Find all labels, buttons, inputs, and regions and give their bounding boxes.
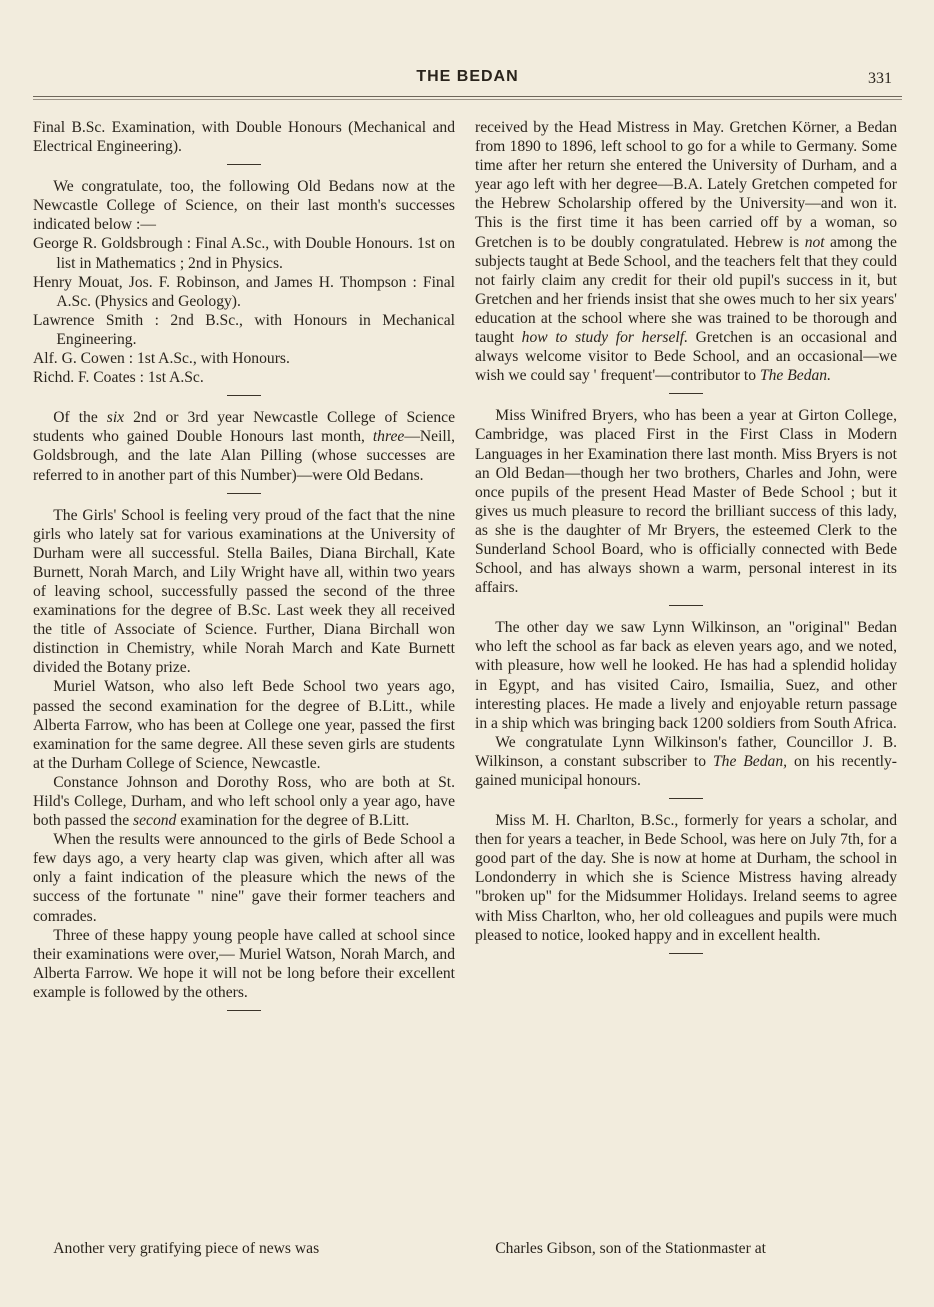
text-run: 2nd or 3rd year Newcastle College of Science students who gained Double Honours last month, [33, 409, 455, 446]
paragraph-councillor-wilkinson [475, 733, 897, 790]
right-column [475, 118, 897, 1268]
section-separator [227, 493, 261, 494]
text-run: —Neill, Goldsbrough, and the late Alan Pilling (whose successes are referred to in another part of this Number)—were Old Bedans. [33, 428, 455, 484]
page-number: 331 [868, 70, 892, 87]
emphasis-not: not [804, 233, 825, 251]
paragraph-st-hilds [33, 773, 455, 830]
text-run: among the subjects taught at Bede School, and the teachers felt that they could not fairly claim any credit for their old pupil's success in it, but Gretchen and her friends insist that she owes much to her six years' education at the school where she was trained to be thorough and taught [475, 233, 897, 347]
paragraph-winifred-bryers: Miss Winifred Bryers, who has been a year at Girton College, Cambridge, was placed First in the First Class in Modern Languages in her Examination there last month. Miss Bryers is not an Old Bedan—though her two brothers, Charles and John, were once pupils of the present Head Master of Bede School ; but it gives us much pleasure to record the brilliant success of this lady, as she is the daughter of Mr Bryers, the esteemed Clerk to the Sunderland School Board, who is officially connected with Bede School, and has always shown a warm, personal interest in its affairs. [475, 407, 897, 597]
paragraph-gretchen-korner [475, 118, 897, 385]
section-separator [669, 605, 703, 606]
paragraph-results-announced: When the results were announced to the girls of Bede School a few days ago, a very hearty clap was given, which after all was only a faint indication of the pleasure which the news of the success of the fortunate " nine" gave their former teachers and comrades. [33, 831, 455, 925]
paragraph-girls-school: The Girls' School is feeling very proud of the fact that the nine girls who lately sat for various examinations at the University of Durham were all successful. Stella Bailes, Diana Birchall, Kate Burnett, Norah March, and Lily Wright have all, within two years of leaving school, successfully passed the second of the three examinations for the degree of B.Sc. Last week they all received the title of Associate of Science. Further, Diana Birchall won distinction in Chemistry, while Norah March and Kate Burnett divided the Botany prize. [33, 506, 455, 677]
paragraph-happy-young-people: Three of these happy young people have called at school since their examinations were over,— Muriel Watson, Norah March, and Alberta Farrow. We hope it will not be long before their excellent example is followed by the others. [33, 926, 455, 1001]
running-head [33, 62, 902, 94]
paragraph-muriel-watson: Muriel Watson, who also left Bede School two years ago, passed the second examination for the degree of B.Litt., while Alberta Farrow, who has been at College one year, passed the first examination for the same degree. All these seven girls are students at the Durham College of Science, Newcastle. [33, 678, 455, 772]
text-run: Constance Johnson and Dorothy Ross, who are both at St. Hild's College, Durham, and who left school only a year ago, have both passed the [33, 773, 455, 830]
paragraph-congratulate-old-bedans: We congratulate, too, the following Old Bedans now at the Newcastle College of Science, on their last month's successes indicated below :— [33, 178, 455, 234]
section-separator [669, 393, 703, 394]
section-separator [669, 953, 703, 954]
list-item: Alf. G. Cowen : 1st A.Sc., with Honours. [33, 350, 290, 368]
text-run: We congratulate Lynn Wilkinson's father, Councillor J. B. Wilkinson, a constant subscriber to [475, 733, 897, 770]
paragraph-engineering-honours: Final B.Sc. Examination, with Double Honours (Mechanical and Electrical Engineering). [33, 119, 455, 156]
list-item: Richd. F. Coates : 1st A.Sc. [33, 369, 204, 387]
list-item: Lawrence Smith : 2nd B.Sc., with Honours in Mechanical Engineering. [33, 311, 455, 348]
text-run: Gretchen is an occasional and always welcome visitor to Bede School, and an occasional—we wish we could say ' frequent'—contributor to [475, 329, 897, 385]
emphasis-study: how to study for herself. [521, 329, 688, 347]
section-separator [227, 164, 261, 165]
emphasis-the-bedan: The Bedan, [712, 752, 788, 770]
emphasis-six: six [106, 409, 125, 427]
text-run: on his recently-gained municipal honours. [475, 752, 897, 789]
text-run: received by the Head Mistress in May. Gretchen Körner, a Bedan from 1890 to 1896, left school to go for a while to Germany. Some time after her return she entered the University of Durham, and a year ago left with her degree—B.A. Lately Gretchen competed for the Hebrew Scholarship offered by the University—and won it. This is the first time it has been carried off by a woman, so Gretchen is to be doubly congratulated. Hebrew is [475, 119, 897, 251]
text-run: Of the [53, 409, 107, 427]
journal-title: THE BEDAN [416, 68, 519, 85]
text-run: examination for the degree of B.Litt. [176, 812, 410, 830]
paragraph-double-honours [33, 408, 455, 484]
emphasis-the-bedan: The Bedan. [759, 367, 831, 385]
list-item: George R. Goldsbrough : Final A.Sc., with Double Honours. 1st on list in Mathematics ; 2nd in Physics. [33, 235, 455, 272]
section-separator [669, 798, 703, 799]
emphasis-second: second [133, 812, 177, 830]
paragraph-lynn-wilkinson: The other day we saw Lynn Wilkinson, an "original" Bedan who left the school as far back as eleven years ago, and we noted, with pleasure, how well he looked. He has had a splendid holiday in Egypt, and has visited Cairo, Ismailia, Suez, and other interesting places. He made a lively and enjoyable return passage in a ship which was bringing back 1200 soldiers from South Africa. [475, 619, 897, 732]
paragraph-miss-charlton: Miss M. H. Charlton, B.Sc., formerly for years a scholar, and then for years a teacher, in Bede School, was here on July 7th, for a good part of the day. She is now at home at Durham, the school in Londonderry in which she is Science Mistress having already "broken up" for the Midsummer Holidays. Ireland seems to agree with Miss Charlton, who, her old colleagues and pupils were much pleased to notice, looked happy and in excellent health. [475, 812, 897, 944]
paragraph-gratifying-news: Another very gratifying piece of news was [53, 1240, 320, 1257]
section-separator [227, 1010, 261, 1011]
section-separator [227, 395, 261, 396]
header-rule [33, 96, 902, 100]
left-column [33, 118, 455, 1268]
paragraph-charles-gibson: Charles Gibson, son of the Stationmaster at [495, 1240, 766, 1257]
emphasis-three: three [372, 428, 405, 446]
list-item: Henry Mouat, Jos. F. Robinson, and James H. Thompson : Final A.Sc. (Physics and Geology). [33, 273, 455, 310]
